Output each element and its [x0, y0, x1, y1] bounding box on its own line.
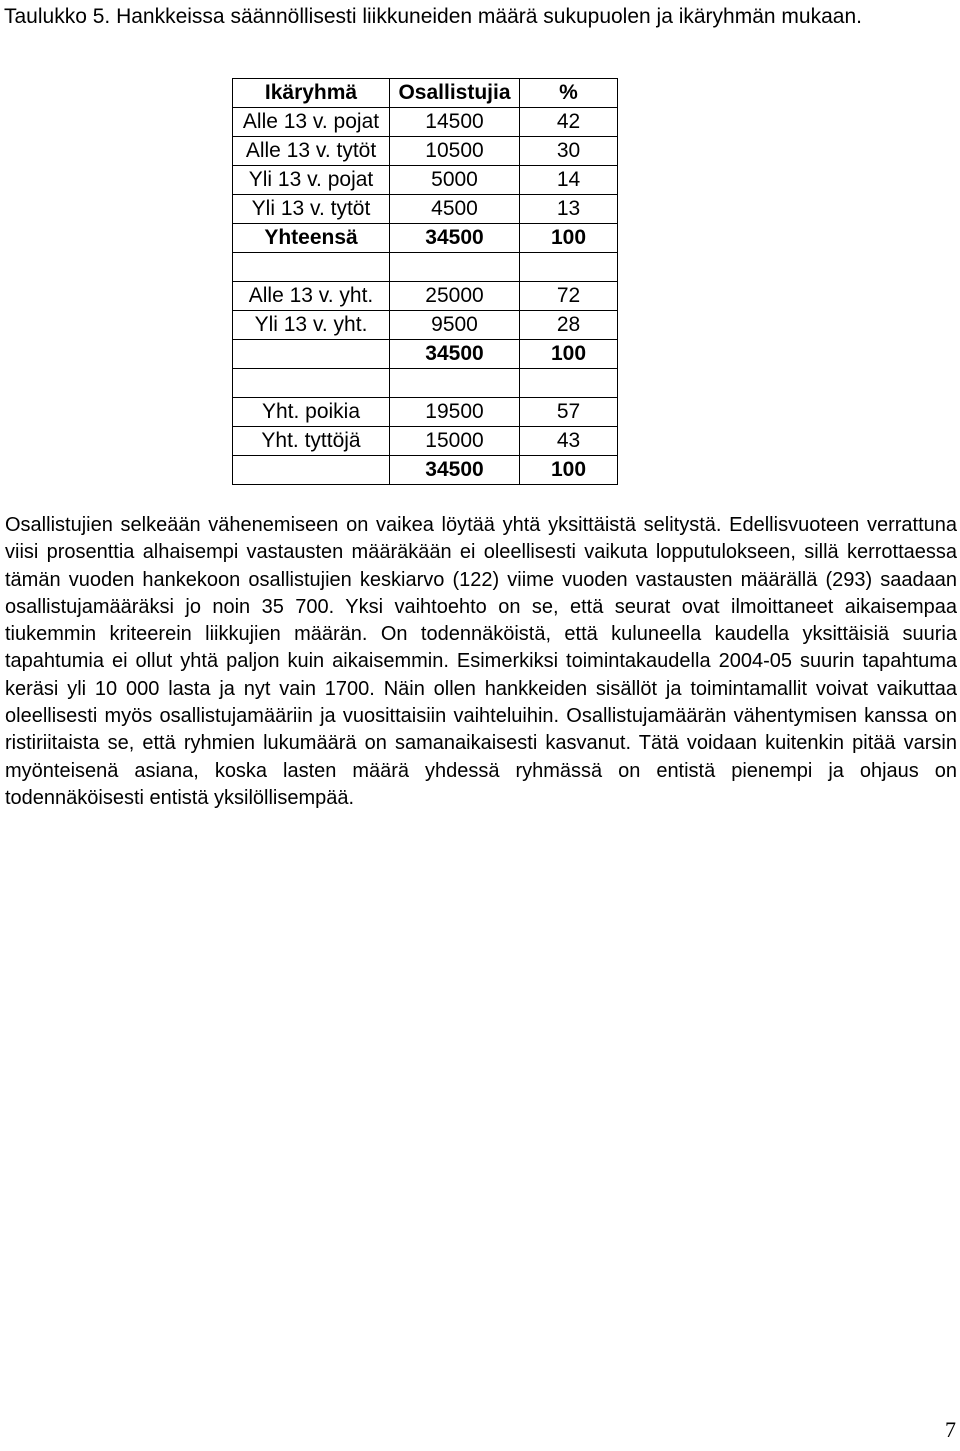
- header-cell: %: [520, 79, 618, 108]
- table-row: [233, 282, 618, 311]
- table-row: [233, 137, 618, 166]
- table-cell: [233, 340, 390, 369]
- table-cell: 34500: [390, 340, 520, 369]
- table-cell: 34500: [390, 224, 520, 253]
- table-row: [233, 253, 618, 282]
- table-cell: 34500: [390, 456, 520, 485]
- page-number: 7: [945, 1417, 956, 1442]
- table-row: [233, 398, 618, 427]
- table-cell: Alle 13 v. pojat: [233, 108, 390, 137]
- table-cell: Yht. poikia: [233, 398, 390, 427]
- table-cell: 4500: [390, 195, 520, 224]
- table-row: [233, 369, 618, 398]
- table-cell: Yht. tyttöjä: [233, 427, 390, 456]
- table-cell: Yli 13 v. pojat: [233, 166, 390, 195]
- table-cell: 9500: [390, 311, 520, 340]
- table-cell: 5000: [390, 166, 520, 195]
- table-cell: 13: [520, 195, 618, 224]
- table-cell: 28: [520, 311, 618, 340]
- table-cell: 100: [520, 340, 618, 369]
- table-cell: 14500: [390, 108, 520, 137]
- participants-table: [232, 78, 618, 485]
- table-cell: [233, 369, 390, 398]
- table-cell: 57: [520, 398, 618, 427]
- table-cell: 14: [520, 166, 618, 195]
- table-cell: 72: [520, 282, 618, 311]
- table-cell: Alle 13 v. tytöt: [233, 137, 390, 166]
- table-cell: 25000: [390, 282, 520, 311]
- table-cell: 100: [520, 224, 618, 253]
- table-header-row: [233, 79, 618, 108]
- table-cell: [390, 253, 520, 282]
- table-total-row: [233, 456, 618, 485]
- table-cell: [233, 253, 390, 282]
- table-cell: [390, 369, 520, 398]
- table-cell: 100: [520, 456, 618, 485]
- table-cell: [233, 456, 390, 485]
- body-paragraph: Osallistujien selkeään vähenemiseen on vaikea löytää yhtä yksittäistä selitystä. Edellisvuoteen verrattuna viisi prosenttia alhaisempi vastausten määräkään ei oleellisesti vaikuta lopputulokseen, sillä kerrottaessa tämän vuoden hankekoon osallistujien keskiarvo (122) viime vuoden vastausten määrällä (293) saadaan osallistujamääräksi jo noin 35 700. Yksi vaihtoehto on se, että seurat ovat ilmoittaneet aikaisempaa tiukemmin kriteerein liikkujien määrän. On todennäköistä, että kuluneella kaudella yksittäisiä suuria tapahtumia ei ollut yhtä paljon kuin aikaisemmin. Esimerkiksi toimintakaudella 2004-05 suurin tapahtuma keräsi yli 10 000 lasta ja nyt vain 1700. Näin ollen hankkeiden sisällöt ja toimintamallit voivat vaikuttaa oleellisesti myös osallistujamääriin ja vuosittaisiin vaihteluihin. Osallistujamäärän vähentymisen kanssa on ristiriitaista se, että ryhmien lukumäärä on samanaikaisesti kasvanut. Tätä voidaan kuitenkin pitää varsin myönteisenä asiana, koska lasten määrä yhdessä ryhmässä on entistä pienempi ja ohjaus on todennäköisesti entistä yksilöllisempää.: [5, 514, 957, 809]
- table-cell: Yhteensä: [233, 224, 390, 253]
- table-cell: 15000: [390, 427, 520, 456]
- table-cell: 30: [520, 137, 618, 166]
- table-cell: 10500: [390, 137, 520, 166]
- table-row: [233, 195, 618, 224]
- header-cell: Ikäryhmä: [233, 79, 390, 108]
- table-cell: [520, 369, 618, 398]
- table-row: [233, 311, 618, 340]
- table-total-row: [233, 224, 618, 253]
- table-cell: 19500: [390, 398, 520, 427]
- table-cell: Alle 13 v. yht.: [233, 282, 390, 311]
- table-cell: 43: [520, 427, 618, 456]
- header-cell: Osallistujia: [390, 79, 520, 108]
- table-cell: Yli 13 v. tytöt: [233, 195, 390, 224]
- table-row: [233, 427, 618, 456]
- table-caption: Taulukko 5. Hankkeissa säännöllisesti liikkuneiden määrä sukupuolen ja ikäryhmän mukaan.: [4, 5, 862, 28]
- table-cell: [520, 253, 618, 282]
- table-row: [233, 108, 618, 137]
- table-cell: Yli 13 v. yht.: [233, 311, 390, 340]
- table-total-row: [233, 340, 618, 369]
- table-cell: 42: [520, 108, 618, 137]
- table-row: [233, 166, 618, 195]
